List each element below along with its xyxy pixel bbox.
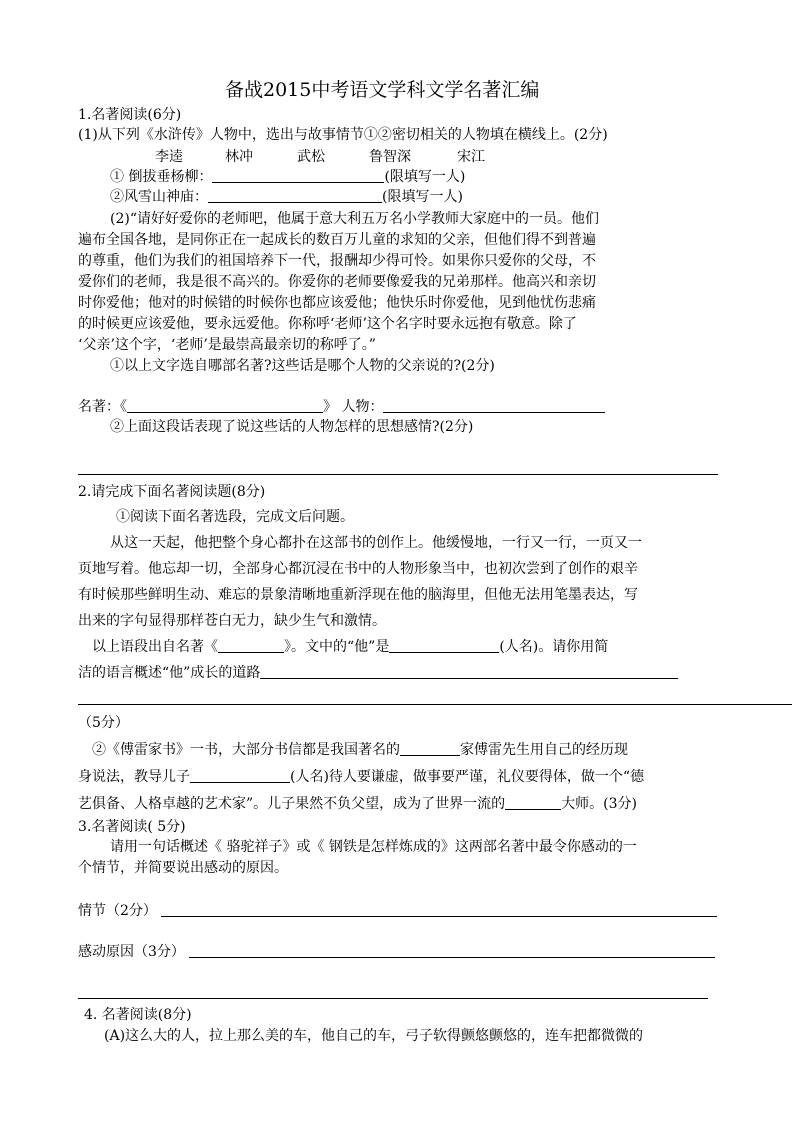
q1-item2 xyxy=(110,188,463,206)
name-option: 武松 xyxy=(297,149,325,165)
question-text: 以上语段出自名著《 xyxy=(92,639,218,655)
page-title: 备战2015中考语文学科文学名著汇编 xyxy=(225,79,540,101)
person-blank[interactable] xyxy=(389,638,499,653)
q2-question-line1 xyxy=(92,638,608,656)
question-text: (人名)。请你用简 xyxy=(499,639,609,655)
limit-note: (限填写一人) xyxy=(382,189,463,205)
q1-answer-row xyxy=(78,398,605,416)
plot-blank[interactable] xyxy=(161,902,717,917)
answer-line[interactable] xyxy=(78,474,718,475)
book-close: 》 xyxy=(323,399,337,415)
person-blank[interactable] xyxy=(190,768,290,783)
item2-label: ②风雪山神庙： xyxy=(110,189,208,205)
passage-line: 有时候那些鲜明生动、难忘的景象清晰地重新浮现在他的脑海里，但他无法用笔墨表达，写 xyxy=(78,587,638,603)
answer-line[interactable] xyxy=(78,998,708,999)
name-option: 李逵 xyxy=(155,149,183,165)
book-blank[interactable] xyxy=(127,398,323,413)
answer-blank[interactable] xyxy=(505,795,561,810)
q1-heading: 1.名著阅读(6分) xyxy=(78,107,182,123)
q1-part1-intro: (1)从下列《水浒传》人物中，选出与故事情节①②密切相关的人物填在横线上。(2分) xyxy=(78,127,608,143)
q2-sub2-line1 xyxy=(92,741,628,759)
q1-item1 xyxy=(110,168,465,186)
question-text: 艺俱备、人格卓越的艺术家”。儿子果然不负父望，成为了世界一流的 xyxy=(78,796,506,812)
q2-sub1: ①阅读下面名著选段，完成文后问题。 xyxy=(116,509,354,525)
passage-line: 的尊重，他们为我们的祖国培养下一代，报酬却少得可怜。如果你只爱你的父母，不 xyxy=(78,253,596,269)
question-text: 大师。(3分) xyxy=(561,796,637,812)
passage-line: 遍布全国各地，是同你正在一起成长的数百万儿童的求知的父亲，但他们得不到普遍 xyxy=(78,232,596,248)
answer-blank[interactable] xyxy=(260,664,678,679)
question-text: (人名)待人要谦虚，做事要严谨，礼仪要得体，做一个“德 xyxy=(290,769,645,785)
q1-sub1: ①以上文字选自哪部名著?这些话是哪个人物的父亲说的?(2分) xyxy=(110,358,495,374)
reason-label: 感动原因（3分） xyxy=(78,944,185,960)
passage-line: (2)“请好好爱你的老师吧，他属于意大利五万名小学教师大家庭中的一员。他们 xyxy=(110,211,599,227)
answer-blank[interactable] xyxy=(212,168,384,183)
q1-sub2: ②上面这段话表现了说这些话的人物怎样的思想感情?(2分) xyxy=(110,419,474,435)
q3-prompt-line1: 请用一句话概述《 骆驼祥子》或《 钢铁是怎样炼成的》这两部名著中最令你感动的一 xyxy=(110,839,637,855)
q2-heading: 2.请完成下面名著阅读题(8分) xyxy=(78,484,266,500)
answer-blank[interactable] xyxy=(400,741,460,756)
passage-line: 爱你们的老师，我是很不高兴的。你爱你的老师要像爱我的兄弟那样。他高兴和亲切 xyxy=(78,274,596,290)
person-label: 人物： xyxy=(341,399,384,415)
question-text: 家傅雷先生用自己的经历现 xyxy=(460,742,628,758)
name-option: 宋江 xyxy=(457,149,485,165)
passage-line: 时你爱他；他对的时候错的时候你也都应该爱他；他快乐时你爱他，见到他忧伤悲痛 xyxy=(78,295,596,311)
question-text: 》。文中的“他”是 xyxy=(284,639,390,655)
passage-line: 的时候更应该爱他，要永远爱他。你称呼‘老师’这个名字时要永远抱有敬意。除了 xyxy=(78,316,577,332)
q3-reason-row xyxy=(78,943,715,961)
q1-name-list xyxy=(155,148,485,166)
q3-plot-row xyxy=(78,902,717,920)
name-option: 林冲 xyxy=(225,149,253,165)
name-option: 鲁智深 xyxy=(369,149,411,165)
q4-heading: 4. 名著阅读(8分) xyxy=(84,1007,192,1023)
answer-line[interactable] xyxy=(78,704,792,705)
question-text: 身说法，教导儿子 xyxy=(78,769,190,785)
answer-blank[interactable] xyxy=(208,188,382,203)
plot-label: 情节（2分） xyxy=(78,903,157,919)
question-text: 洁的语言概述“他”成长的道路 xyxy=(78,665,261,681)
q3-heading: 3.名著阅读( 5分) xyxy=(78,819,186,835)
q2-sub2-line3 xyxy=(78,795,637,813)
person-blank[interactable] xyxy=(383,398,605,413)
q2-score: （5分） xyxy=(78,715,129,731)
q3-prompt-line2: 个情节，并简要说出感动的原因。 xyxy=(78,860,288,876)
passage-line: 页地写着。他忘却一切，全部身心都沉浸在书中的人物形象当中，也初次尝到了创作的艰辛 xyxy=(78,561,638,577)
q2-question-line2 xyxy=(78,664,678,682)
book-blank[interactable] xyxy=(218,638,284,653)
q4-line1: (A)这么大的人，拉上那么美的车，他自己的车，弓子软得颤悠颤悠的，连车把都微微的 xyxy=(104,1028,644,1044)
passage-line: 从这一天起，他把整个身心都扑在这部书的创作上。他缓慢地，一行又一行，一页又一 xyxy=(110,535,642,551)
item1-label: ① 倒拔垂杨柳： xyxy=(110,169,213,185)
reason-blank[interactable] xyxy=(189,943,715,958)
book-label: 名著：《 xyxy=(78,399,127,415)
q2-sub2-line2 xyxy=(78,768,644,786)
limit-note: (限填写一人) xyxy=(384,169,466,185)
question-text: ②《傅雷家书》一书，大部分书信都是我国著名的 xyxy=(92,742,400,758)
passage-line: ‘父亲’这个字，‘老师’是最崇高最亲切的称呼了。” xyxy=(78,337,376,353)
passage-line: 出来的字句显得那样苍白无力，缺少生气和激情。 xyxy=(78,613,386,629)
